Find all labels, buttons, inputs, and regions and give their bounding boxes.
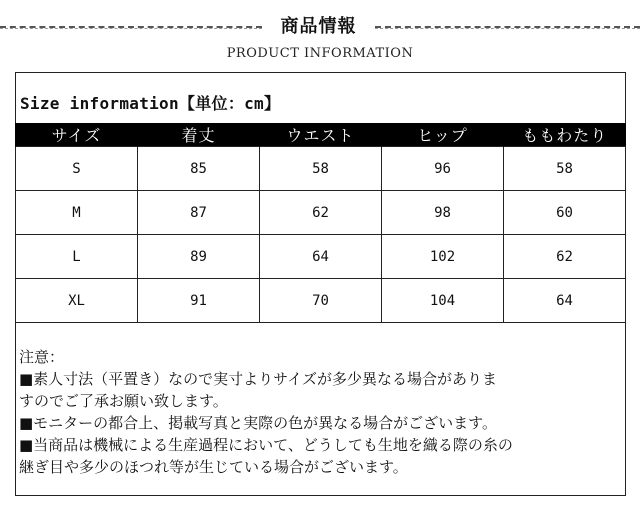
- table-cell: 89: [138, 235, 260, 279]
- table-row: [16, 191, 626, 235]
- table-cell: 64: [504, 279, 626, 323]
- table-cell: XL: [16, 279, 138, 323]
- table-cell: 87: [138, 191, 260, 235]
- notes-heading: 注意：: [19, 348, 65, 366]
- size-table-header-row: [16, 123, 626, 147]
- notes-block: [19, 346, 624, 478]
- table-cell: 62: [504, 235, 626, 279]
- note-line: ■素人寸法（平置き）なので実寸よりサイズが多少異なる場合がありま: [19, 370, 497, 388]
- column-header-waist: ウエスト: [260, 123, 382, 147]
- table-cell: 85: [138, 147, 260, 191]
- column-header-thigh: ももわたり: [504, 123, 626, 147]
- table-cell: 64: [260, 235, 382, 279]
- table-cell: 98: [382, 191, 504, 235]
- column-header-size: サイズ: [16, 123, 138, 147]
- table-cell: L: [16, 235, 138, 279]
- note-line: すのでご了承お願い致します。: [19, 392, 228, 410]
- table-row: [16, 235, 626, 279]
- table-cell: 58: [260, 147, 382, 191]
- section-header: [0, 12, 640, 42]
- table-cell: 62: [260, 191, 382, 235]
- table-cell: 96: [382, 147, 504, 191]
- column-header-length: 着丈: [138, 123, 260, 147]
- table-cell: 91: [138, 279, 260, 323]
- header-rule-right: [375, 26, 640, 29]
- note-line: ■モニターの都合上、掲載写真と実際の色が異なる場合がございます。: [19, 414, 497, 432]
- table-cell: S: [16, 147, 138, 191]
- table-row: [16, 279, 626, 323]
- column-header-hip: ヒップ: [382, 123, 504, 147]
- note-line: 継ぎ目や多少のほつれ等が生じている場合がございます。: [19, 458, 408, 476]
- table-row: [16, 147, 626, 191]
- section-title: 商品情報: [280, 16, 357, 37]
- table-cell: 104: [382, 279, 504, 323]
- size-table-title: Size information【単位：cm】: [20, 94, 281, 113]
- size-info-panel: [15, 72, 626, 496]
- table-cell: 102: [382, 235, 504, 279]
- size-table: [15, 123, 626, 323]
- table-cell: 70: [260, 279, 382, 323]
- table-cell: 60: [504, 191, 626, 235]
- table-cell: 58: [504, 147, 626, 191]
- table-cell: M: [16, 191, 138, 235]
- header-rule-left: [0, 26, 262, 29]
- note-line: ■当商品は機械による生産過程において、どうしても生地を織る際の糸の: [19, 436, 513, 454]
- section-subtitle: PRODUCT INFORMATION: [226, 46, 414, 61]
